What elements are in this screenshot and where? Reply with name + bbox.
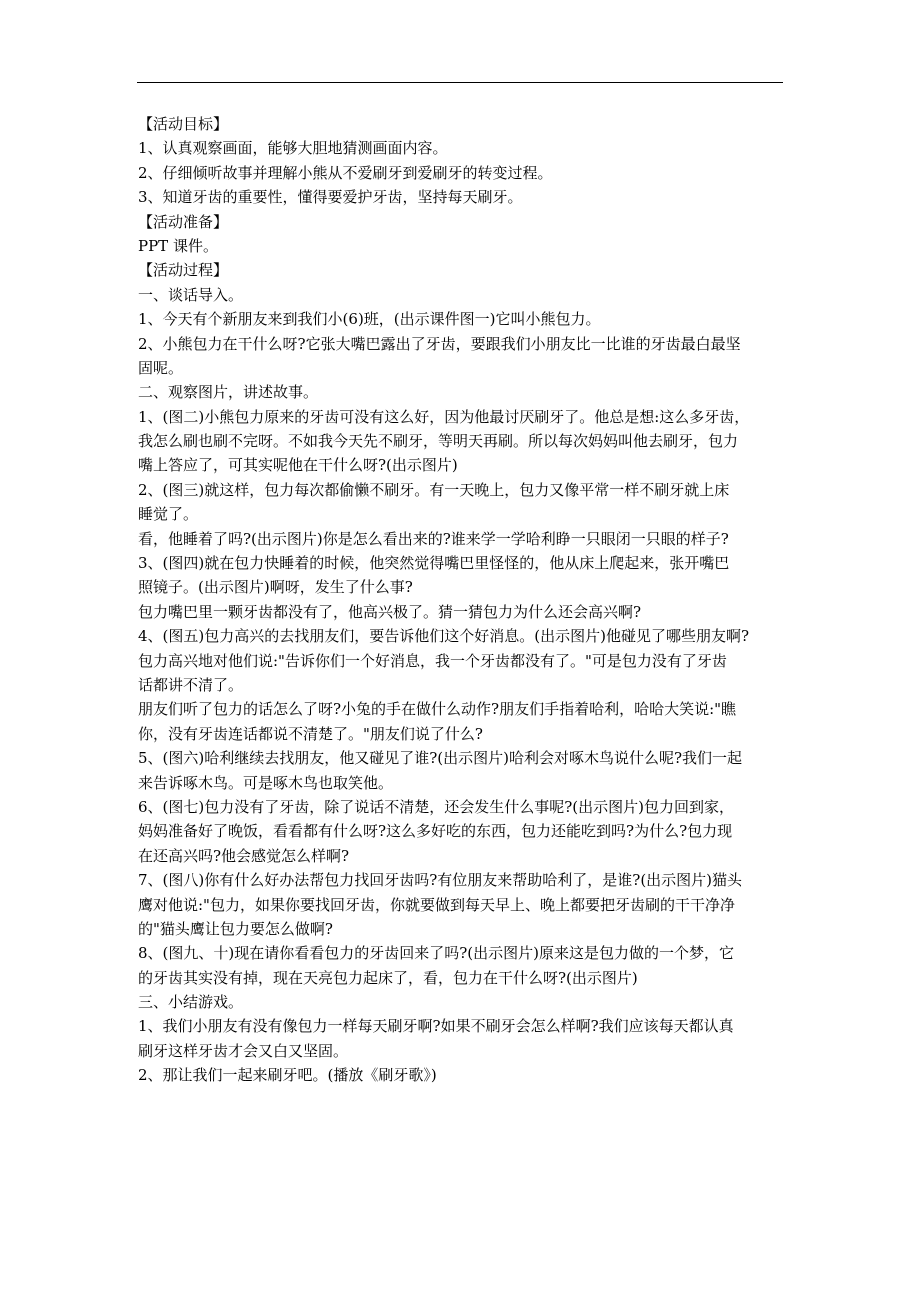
text-line: 2、仔细倾听故事并理解小熊从不爱刷牙到爱刷牙的转变过程。 [138, 163, 553, 182]
text-line: 话都讲不清了。 [138, 675, 244, 694]
text-line: 我怎么刷也刷不完呀。不如我今天先不刷牙，等明天再刷。所以每次妈妈叫他去刷牙，包力 [138, 432, 739, 451]
text-line: 的牙齿其实没有掉，现在天亮包力起床了，看，包力在干什么呀?(出示图片) [138, 968, 638, 987]
text-line: 8、(图九、十)现在请你看看包力的牙齿回来了吗?(出示图片)原来这是包力做的一个梦，它 [138, 944, 734, 963]
text-line: 4、(图五)包力高兴的去找朋友们，要告诉他们这个好消息。(出示图片)他碰见了哪些朋友啊? [138, 627, 749, 646]
text-line: 照镜子。(出示图片)啊呀，发生了什么事? [138, 578, 413, 597]
text-line: 6、(图七)包力没有了牙齿，除了说话不清楚，还会发生什么事呢?(出示图片)包力回到家， [138, 797, 734, 816]
text-line: 5、(图六)哈利继续去找朋友，他又碰见了谁?(出示图片)哈利会对啄木鸟说什么呢?我们一起 [138, 749, 743, 768]
text-line: 2、小熊包力在干什么呀?它张大嘴巴露出了牙齿，要跟我们小朋友比一比谁的牙齿最白最坚 [138, 334, 741, 353]
text-line: 你，没有牙齿连话都说不清楚了。"朋友们说了什么? [138, 724, 483, 743]
text-line: 二、观察图片，讲述故事。 [138, 383, 319, 402]
document-body [138, 112, 788, 1088]
text-line: 来告诉啄木鸟。可是啄木鸟也取笑他。 [138, 773, 394, 792]
text-line: 嘴上答应了，可其实呢他在干什么呀?(出示图片) [138, 456, 458, 475]
text-line: 包力嘴巴里一颗牙齿都没有了，他高兴极了。猜一猜包力为什么还会高兴啊? [138, 602, 642, 621]
text-line: 固呢。 [138, 358, 184, 377]
text-line: 在还高兴吗?他会感觉怎么样啊? [138, 846, 350, 865]
text-line: 睡觉了。 [138, 505, 199, 524]
text-line: 一、谈话导入。 [138, 285, 244, 304]
text-line: 的"猫头鹰让包力要怎么做啊? [138, 919, 333, 938]
text-line: 刷牙这样牙齿才会又白又坚固。 [138, 1041, 349, 1060]
text-line: PPT 课件。 [138, 236, 218, 255]
text-line: 1、认真观察画面，能够大胆地猜测画面内容。 [138, 139, 448, 158]
text-line: 3、(图四)就在包力快睡着的时候，他突然觉得嘴巴里怪怪的，他从床上爬起来，张开嘴巴 [138, 554, 730, 573]
text-line: 1、今天有个新朋友来到我们小(6)班，(出示课件图一)它叫小熊包力。 [138, 310, 601, 329]
text-line: 7、(图八)你有什么好办法帮包力找回牙齿吗?有位朋友来帮助哈利了，是谁?(出示图片)猫头 [138, 871, 743, 890]
text-line: 看，他睡着了吗?(出示图片)你是怎么看出来的?谁来学一学哈利睁一只眼闭一只眼的样子? [138, 529, 729, 548]
text-line: 【活动过程】 [138, 261, 229, 280]
text-line: 三、小结游戏。 [138, 993, 244, 1012]
text-line: 2、那让我们一起来刷牙吧。(播放《刷牙歌》) [138, 1066, 437, 1085]
text-line: 【活动目标】 [138, 115, 229, 133]
text-line: 1、(图二)小熊包力原来的牙齿可没有这么好，因为他最讨厌刷牙了。他总是想:这么多牙齿， [138, 407, 750, 426]
text-line: 【活动准备】 [138, 212, 229, 231]
text-line: 3、知道牙齿的重要性，懂得要爱护牙齿，坚持每天刷牙。 [138, 188, 523, 207]
text-line: 鹰对他说:"包力，如果你要找回牙齿，你就要做到每天早上、晚上都要把牙齿刷的干干净净 [138, 895, 735, 914]
text-line: 1、我们小朋友有没有像包力一样每天刷牙啊?如果不刷牙会怎么样啊?我们应该每天都认真 [138, 1017, 734, 1036]
text-line: 朋友们听了包力的话怎么了呀?小兔的手在做什么动作?朋友们手指着哈利，哈哈大笑说:"瞧 [138, 700, 737, 719]
text-line: 妈妈准备好了晚饭，看看都有什么呀?这么多好吃的东西，包力还能吃到吗?为什么?包力现 [138, 822, 733, 841]
text-line: 2、(图三)就这样，包力每次都偷懒不刷牙。有一天晚上，包力又像平常一样不刷牙就上床 [138, 480, 730, 499]
text-line: 包力高兴地对他们说:"告诉你们一个好消息，我一个牙齿都没有了。"可是包力没有了牙齿 [138, 651, 727, 670]
header-rule [137, 82, 783, 83]
